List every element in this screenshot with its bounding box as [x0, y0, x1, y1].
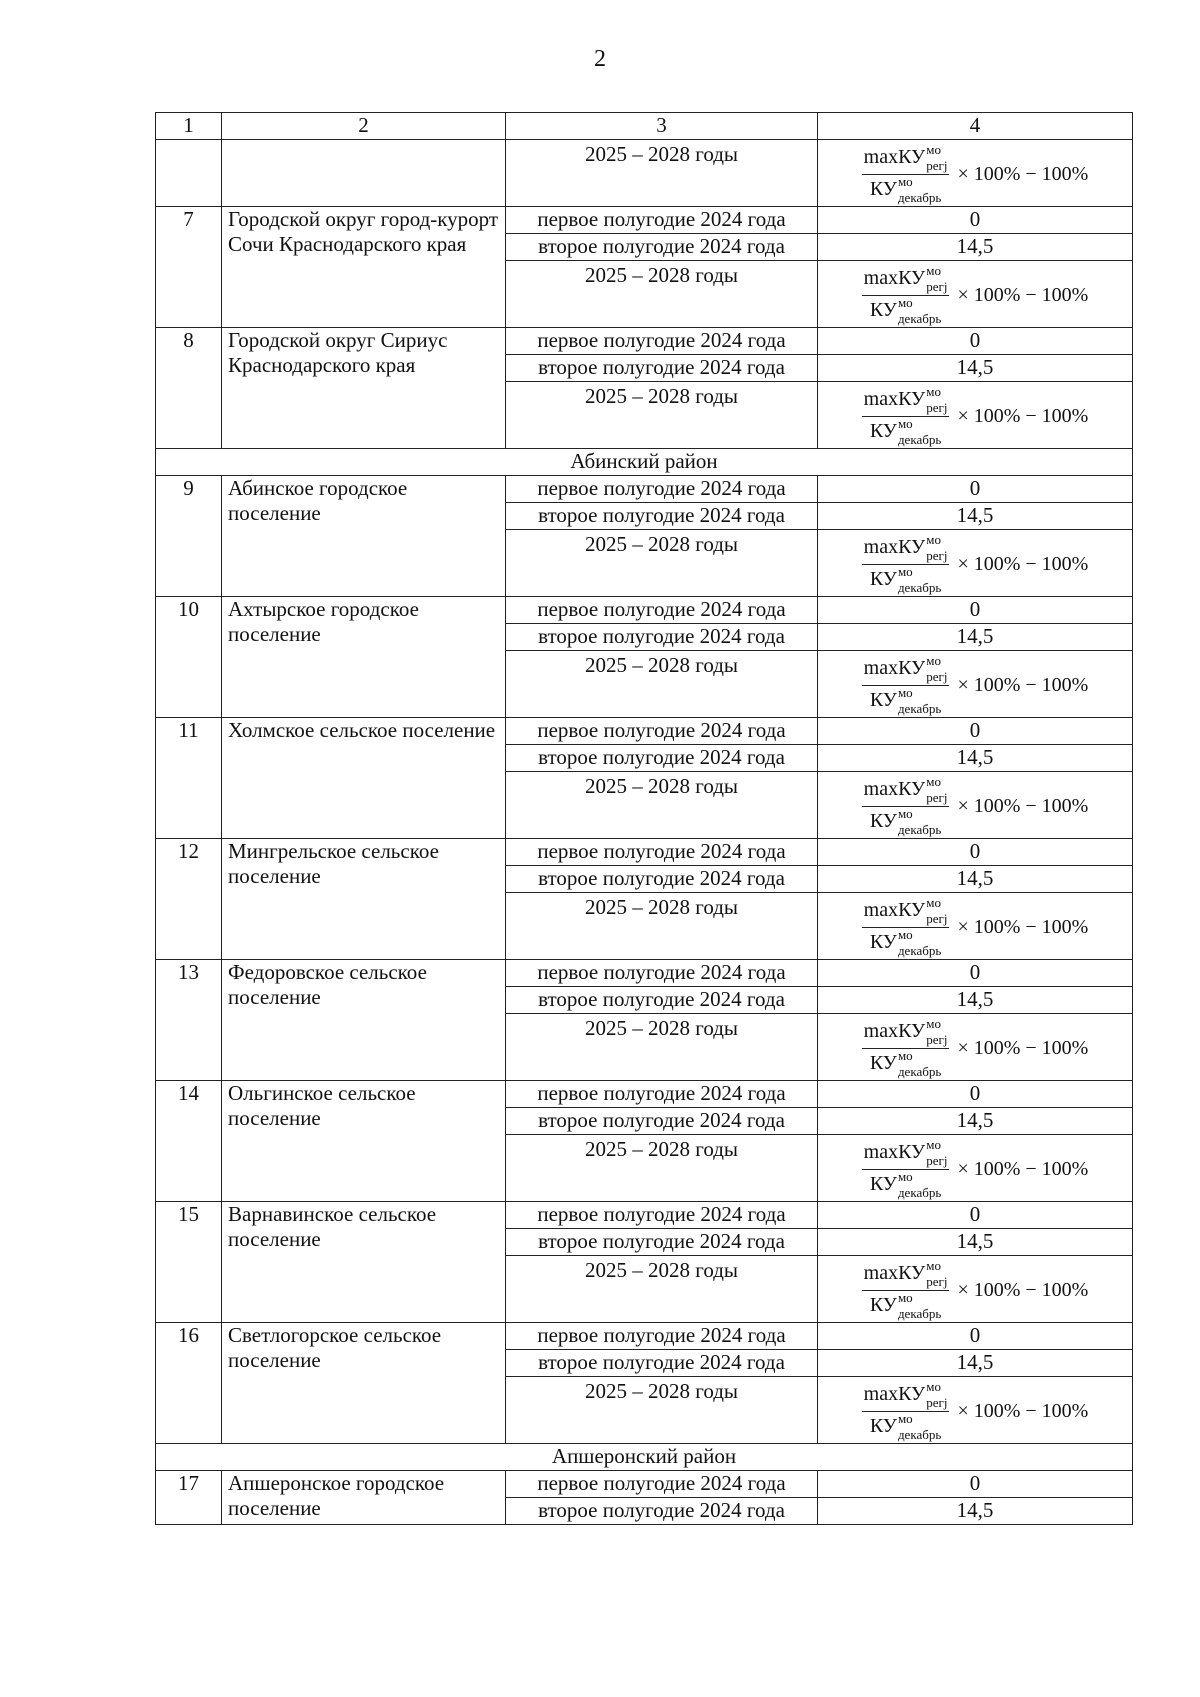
formula-fraction	[862, 531, 950, 595]
formula-denominator-sup: мо	[897, 805, 913, 821]
formula-denominator-sup: мо	[897, 926, 913, 942]
continuation-row	[156, 140, 1133, 207]
row-number-cell: 17	[156, 1471, 222, 1525]
tariff-table	[155, 112, 1133, 1525]
formula-denominator-sub: декабрь	[897, 1426, 942, 1442]
value-cell: 14,5	[818, 987, 1133, 1014]
formula-denominator	[868, 175, 943, 203]
formula-numerator	[862, 1257, 950, 1291]
formula-denominator-sub: декабрь	[897, 310, 942, 326]
formula-fraction	[862, 773, 950, 837]
municipality-cell: Варнавинское сельское поселение	[222, 1202, 506, 1323]
period-cell: 2025 – 2028 годы	[506, 1135, 818, 1202]
row-number-cell: 9	[156, 476, 222, 597]
formula-numerator-sub: регj	[926, 911, 948, 927]
table-row	[156, 328, 1133, 355]
header-cell: 3	[506, 113, 818, 140]
formula-denominator-main: КУ	[869, 567, 897, 590]
header-cell: 1	[156, 113, 222, 140]
value-cell: 0	[818, 1081, 1133, 1108]
value-cell: 14,5	[818, 1350, 1133, 1377]
formula-numerator-main: maxКУ	[863, 1140, 926, 1163]
municipality-cell: Мингрельское сельское поселение	[222, 839, 506, 960]
formula-numerator-sup: мо	[926, 383, 941, 399]
formula-cell	[818, 651, 1133, 718]
table-row	[156, 1471, 1133, 1498]
period-cell: 2025 – 2028 годы	[506, 1377, 818, 1444]
formula-denominator-sup: мо	[897, 1410, 913, 1426]
growth-formula	[862, 1257, 1089, 1321]
formula-denominator-sup: мо	[897, 1168, 913, 1184]
period-cell: первое полугодие 2024 года	[506, 207, 818, 234]
formula-denominator-sub: декабрь	[897, 1063, 942, 1079]
formula-denominator-sup: мо	[897, 684, 913, 700]
municipality-cell: Федоровское сельское поселение	[222, 960, 506, 1081]
region-row	[156, 449, 1133, 476]
formula-denominator-sup: мо	[897, 173, 913, 189]
value-cell: 14,5	[818, 1229, 1133, 1256]
formula-numerator-main: maxКУ	[863, 145, 926, 168]
table-row	[156, 476, 1133, 503]
formula-tail: × 100% − 100%	[957, 1400, 1089, 1423]
formula-numerator	[862, 262, 950, 296]
formula-cell	[818, 261, 1133, 328]
formula-numerator-main: maxКУ	[863, 777, 926, 800]
formula-numerator-sup: мо	[926, 262, 941, 278]
formula-numerator-sub: регj	[926, 400, 948, 416]
table-row	[156, 1323, 1133, 1350]
value-cell: 14,5	[818, 624, 1133, 651]
row-number-cell: 16	[156, 1323, 222, 1444]
formula-denominator	[868, 686, 943, 714]
row-number-cell: 10	[156, 597, 222, 718]
value-cell: 0	[818, 1471, 1133, 1498]
municipality-cell	[222, 140, 506, 207]
formula-fraction	[862, 1136, 950, 1200]
formula-numerator-sub: регj	[926, 548, 948, 564]
formula-fraction	[862, 262, 950, 326]
formula-numerator-sup: мо	[926, 773, 941, 789]
formula-numerator	[862, 1015, 950, 1049]
period-cell: первое полугодие 2024 года	[506, 597, 818, 624]
formula-denominator-sub: декабрь	[897, 189, 942, 205]
formula-denominator-main: КУ	[869, 298, 897, 321]
formula-numerator-main: maxКУ	[863, 387, 926, 410]
value-cell: 0	[818, 207, 1133, 234]
formula-numerator-sub: регj	[926, 279, 948, 295]
formula-denominator	[868, 1049, 943, 1077]
formula-tail: × 100% − 100%	[957, 553, 1089, 576]
value-cell: 0	[818, 597, 1133, 624]
formula-denominator-sub: декабрь	[897, 579, 942, 595]
formula-numerator	[862, 773, 950, 807]
formula-denominator-sub: декабрь	[897, 942, 942, 958]
formula-fraction	[862, 1378, 950, 1442]
period-cell: 2025 – 2028 годы	[506, 530, 818, 597]
period-cell: 2025 – 2028 годы	[506, 140, 818, 207]
growth-formula	[862, 1378, 1089, 1442]
period-cell: второе полугодие 2024 года	[506, 624, 818, 651]
period-cell: 2025 – 2028 годы	[506, 1014, 818, 1081]
formula-denominator	[868, 1170, 943, 1198]
growth-formula	[862, 141, 1089, 205]
table-body	[156, 113, 1133, 1525]
period-cell: первое полугодие 2024 года	[506, 1081, 818, 1108]
formula-denominator	[868, 417, 943, 445]
formula-denominator-main: КУ	[869, 930, 897, 953]
period-cell: первое полугодие 2024 года	[506, 328, 818, 355]
growth-formula	[862, 894, 1089, 958]
period-cell: первое полугодие 2024 года	[506, 1323, 818, 1350]
formula-denominator-sup: мо	[897, 563, 913, 579]
period-cell: 2025 – 2028 годы	[506, 382, 818, 449]
formula-denominator-sup: мо	[897, 415, 913, 431]
page-number: 2	[594, 46, 606, 72]
municipality-cell: Городской округ город-курорт Сочи Краснодарского края	[222, 207, 506, 328]
formula-numerator-sup: мо	[926, 1015, 941, 1031]
formula-denominator-sub: декабрь	[897, 700, 942, 716]
formula-numerator-sub: регj	[926, 1153, 948, 1169]
value-cell: 0	[818, 960, 1133, 987]
table-row	[156, 960, 1133, 987]
period-cell: второе полугодие 2024 года	[506, 503, 818, 530]
value-cell: 0	[818, 1202, 1133, 1229]
formula-fraction	[862, 894, 950, 958]
period-cell: 2025 – 2028 годы	[506, 261, 818, 328]
formula-numerator-sup: мо	[926, 652, 941, 668]
period-cell: второе полугодие 2024 года	[506, 1350, 818, 1377]
period-cell: второе полугодие 2024 года	[506, 866, 818, 893]
period-cell: второе полугодие 2024 года	[506, 355, 818, 382]
value-cell: 14,5	[818, 503, 1133, 530]
formula-denominator	[868, 807, 943, 835]
period-cell: первое полугодие 2024 года	[506, 476, 818, 503]
growth-formula	[862, 262, 1089, 326]
formula-cell	[818, 893, 1133, 960]
period-cell: первое полугодие 2024 года	[506, 960, 818, 987]
formula-tail: × 100% − 100%	[957, 1279, 1089, 1302]
municipality-cell: Холмское сельское поселение	[222, 718, 506, 839]
formula-denominator	[868, 565, 943, 593]
region-name: Абинский район	[156, 449, 1133, 476]
formula-fraction	[862, 1015, 950, 1079]
formula-denominator-sub: декабрь	[897, 431, 942, 447]
growth-formula	[862, 1136, 1089, 1200]
row-number-cell: 11	[156, 718, 222, 839]
formula-numerator-sup: мо	[926, 141, 941, 157]
period-cell: второе полугодие 2024 года	[506, 1498, 818, 1525]
formula-numerator-main: maxКУ	[863, 898, 926, 921]
value-cell: 0	[818, 328, 1133, 355]
region-name: Апшеронский район	[156, 1444, 1133, 1471]
period-cell: 2025 – 2028 годы	[506, 772, 818, 839]
growth-formula	[862, 531, 1089, 595]
formula-denominator-main: КУ	[869, 1051, 897, 1074]
formula-numerator	[862, 1136, 950, 1170]
formula-denominator	[868, 1412, 943, 1440]
formula-cell	[818, 382, 1133, 449]
formula-tail: × 100% − 100%	[957, 405, 1089, 428]
formula-numerator	[862, 652, 950, 686]
formula-tail: × 100% − 100%	[957, 674, 1089, 697]
table-row	[156, 1202, 1133, 1229]
formula-numerator-sub: регj	[926, 669, 948, 685]
formula-numerator-sup: мо	[926, 1257, 941, 1273]
period-cell: первое полугодие 2024 года	[506, 1471, 818, 1498]
formula-numerator-main: maxКУ	[863, 266, 926, 289]
value-cell: 0	[818, 1323, 1133, 1350]
period-cell: второе полугодие 2024 года	[506, 1108, 818, 1135]
formula-numerator	[862, 894, 950, 928]
period-cell: первое полугодие 2024 года	[506, 718, 818, 745]
row-number-cell: 15	[156, 1202, 222, 1323]
formula-denominator-main: КУ	[869, 1414, 897, 1437]
value-cell: 14,5	[818, 1108, 1133, 1135]
formula-numerator-sup: мо	[926, 1136, 941, 1152]
row-number-cell: 8	[156, 328, 222, 449]
municipality-cell: Ольгинское сельское поселение	[222, 1081, 506, 1202]
formula-cell	[818, 530, 1133, 597]
value-cell: 0	[818, 718, 1133, 745]
value-cell: 14,5	[818, 745, 1133, 772]
formula-denominator-main: КУ	[869, 177, 897, 200]
row-number-cell	[156, 140, 222, 207]
formula-numerator-main: maxКУ	[863, 656, 926, 679]
table-row	[156, 597, 1133, 624]
value-cell: 0	[818, 476, 1133, 503]
period-cell: первое полугодие 2024 года	[506, 1202, 818, 1229]
municipality-cell: Светлогорское сельское поселение	[222, 1323, 506, 1444]
period-cell: первое полугодие 2024 года	[506, 839, 818, 866]
formula-denominator	[868, 296, 943, 324]
table-row	[156, 839, 1133, 866]
formula-numerator-main: maxКУ	[863, 1261, 926, 1284]
formula-numerator-sup: мо	[926, 531, 941, 547]
formula-numerator-sub: регj	[926, 158, 948, 174]
formula-numerator-sub: регj	[926, 1395, 948, 1411]
formula-numerator-main: maxКУ	[863, 1382, 926, 1405]
formula-fraction	[862, 141, 950, 205]
formula-numerator-main: maxКУ	[863, 1019, 926, 1042]
formula-cell	[818, 772, 1133, 839]
formula-fraction	[862, 1257, 950, 1321]
table-row	[156, 1081, 1133, 1108]
formula-cell	[818, 1135, 1133, 1202]
formula-denominator-main: КУ	[869, 1293, 897, 1316]
formula-tail: × 100% − 100%	[957, 1037, 1089, 1060]
formula-denominator-sup: мо	[897, 1047, 913, 1063]
formula-denominator-main: КУ	[869, 688, 897, 711]
formula-denominator	[868, 928, 943, 956]
formula-numerator-sub: регj	[926, 1274, 948, 1290]
value-cell: 0	[818, 839, 1133, 866]
row-number-cell: 7	[156, 207, 222, 328]
formula-tail: × 100% − 100%	[957, 1158, 1089, 1181]
formula-denominator-sup: мо	[897, 294, 913, 310]
formula-numerator-main: maxКУ	[863, 535, 926, 558]
value-cell: 14,5	[818, 866, 1133, 893]
formula-numerator	[862, 531, 950, 565]
formula-denominator-sub: декабрь	[897, 1305, 942, 1321]
period-cell: второе полугодие 2024 года	[506, 987, 818, 1014]
table-row	[156, 718, 1133, 745]
formula-fraction	[862, 383, 950, 447]
row-number-cell: 12	[156, 839, 222, 960]
growth-formula	[862, 1015, 1089, 1079]
header-cell: 4	[818, 113, 1133, 140]
formula-tail: × 100% − 100%	[957, 284, 1089, 307]
formula-tail: × 100% − 100%	[957, 916, 1089, 939]
formula-denominator	[868, 1291, 943, 1319]
row-number-cell: 13	[156, 960, 222, 1081]
value-cell: 14,5	[818, 1498, 1133, 1525]
formula-cell	[818, 140, 1133, 207]
formula-cell	[818, 1377, 1133, 1444]
row-number-cell: 14	[156, 1081, 222, 1202]
formula-cell	[818, 1256, 1133, 1323]
municipality-cell: Апшеронское городское поселение	[222, 1471, 506, 1525]
value-cell: 14,5	[818, 355, 1133, 382]
growth-formula	[862, 383, 1089, 447]
formula-numerator-sup: мо	[926, 894, 941, 910]
formula-denominator-sub: декабрь	[897, 821, 942, 837]
period-cell: 2025 – 2028 годы	[506, 893, 818, 960]
formula-tail: × 100% − 100%	[957, 163, 1089, 186]
municipality-cell: Ахтырское городское поселение	[222, 597, 506, 718]
formula-denominator-main: КУ	[869, 419, 897, 442]
formula-numerator-sup: мо	[926, 1378, 941, 1394]
formula-numerator-sub: регj	[926, 1032, 948, 1048]
header-row	[156, 113, 1133, 140]
period-cell: второе полугодие 2024 года	[506, 745, 818, 772]
table-row	[156, 207, 1133, 234]
period-cell: второе полугодие 2024 года	[506, 234, 818, 261]
formula-numerator-sub: регj	[926, 790, 948, 806]
municipality-cell: Городской округ Сириус Краснодарского края	[222, 328, 506, 449]
municipality-cell: Абинское городское поселение	[222, 476, 506, 597]
growth-formula	[862, 652, 1089, 716]
formula-fraction	[862, 652, 950, 716]
formula-denominator-sup: мо	[897, 1289, 913, 1305]
period-cell: второе полугодие 2024 года	[506, 1229, 818, 1256]
period-cell: 2025 – 2028 годы	[506, 1256, 818, 1323]
region-row	[156, 1444, 1133, 1471]
growth-formula	[862, 773, 1089, 837]
period-cell: 2025 – 2028 годы	[506, 651, 818, 718]
formula-cell	[818, 1014, 1133, 1081]
value-cell: 14,5	[818, 234, 1133, 261]
formula-tail: × 100% − 100%	[957, 795, 1089, 818]
formula-denominator-sub: декабрь	[897, 1184, 942, 1200]
formula-numerator	[862, 141, 950, 175]
formula-denominator-main: КУ	[869, 1172, 897, 1195]
header-cell: 2	[222, 113, 506, 140]
formula-numerator	[862, 1378, 950, 1412]
formula-numerator	[862, 383, 950, 417]
formula-denominator-main: КУ	[869, 809, 897, 832]
